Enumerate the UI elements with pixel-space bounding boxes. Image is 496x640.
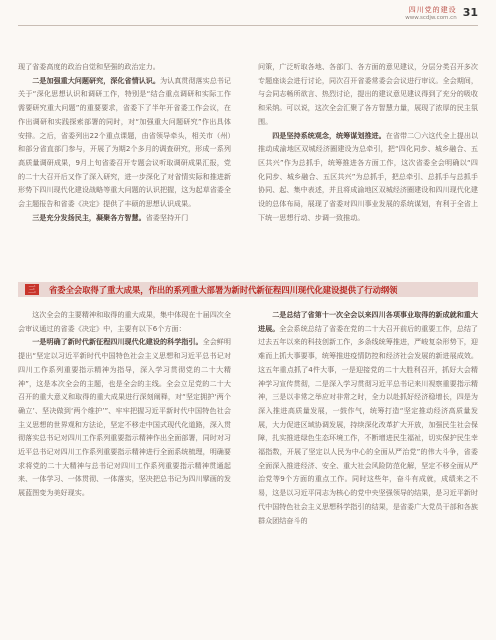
paragraph [18, 74, 231, 211]
paragraph-body: 省委坚持开门 [145, 212, 189, 222]
paragraph: 这次全会的主要精神和取得的重大成果，集中体现在十届四次全会审议通过的省委《决定》中，主要有以下6个方面： [18, 310, 231, 333]
upper-left-column [18, 60, 231, 224]
paragraph-heading: 二是总结了省第十一次全会以来四川各项事业取得的新成就和重大进展。 [258, 310, 478, 333]
magazine-name: 四川党的建设 [408, 6, 457, 14]
paragraph-body: 全会系统总结了省委在党的二十大召开前后的重要工作，总结了过去五年以来的科技创新工作，多条线统筹推进，严峻复杂形势下，迎难而上抓大事要事，统筹推进疫情防控和经济社会发展的新进展成效。这五年重点抓了4件大事，一是迎接党的二十大胜利召开，抓好大会精神学习宣传贯彻，二是深入学习贯彻习近平总书记来川视察重要指示精神，三是以非常之举应对非常之时，全力以赴抓好经济稳增长，四是为深入推进高质量发展，一鼓作气，统筹打造“坚定推动经济高质量发展，大力促进区域协调发展，持续深化改革扩大开放，加强民生社会保障，扎实推进绿色生态环境工作，不断增进民生福祉，切实保护民生幸福指数，开展了坚定以人民为中心的全面从严治党”的伟大斗争，省委全面深入推进经济、安全、重大社会风险防范化解，坚定不移全面从严治党等9个方面的重点工作。同时这些年，奋斗有成就，成绩来之不易，这是以习近平同志为核心的党中央坚强领导的结果，是习近平新时代中国特色社会主义思想科学指引的结果，是省委广大党员干部和各族群众团结奋斗的 [258, 323, 479, 525]
paragraph [18, 211, 231, 225]
page-header [405, 6, 478, 22]
paragraph-heading: 四是坚持系统观念，统筹谋划推进。 [272, 130, 386, 140]
paragraph-body: 在省带二〇六这代全上提出以推动成渝地区双城经济圈建设为总牵引，把“四化同步、城乡融合、五区共兴”作为总抓手，统筹推进各方面工作，这次省委全会明确以“四化同步、城乡融合、五区共兴”为总抓手，把总牵引、总抓手与总抓手协同、起、集中表述，并且将成渝地区双城经济圈建设和四川现代化建设的总体布局，展现了省委对四川事业发展的系统谋划，有利于全省上下统一思想行动、步调一致推动。 [258, 130, 479, 222]
section-title: 省委全会取得了重大成果，作出的系列重大部署为新时代新征程四川现代化建设提供了行动纲领 [49, 284, 398, 295]
paragraph [258, 129, 478, 225]
paragraph-body: 全会鲜明提出“坚定以习近平新时代中国特色社会主义思想和习近平总书记对四川工作系列重要指示精神为指导，深入学习贯彻党的二十大精神”，这是本次全会的主题，也是全会的主线。全会立足党的二十大召开的重大意义和取得的重大成果进行深刻阐释，对“坚定拥护‘两个确立’、坚决做到‘两个维护’”、牢牢把握习近平新时代中国特色社会主义思想的世界观和方法论，坚定不移走中国式现代化道路，深入贯彻落实总书记对四川工作系列重要指示精神作出全面部署，同时对习近平总书记对四川工作系列重要指示精神进行全面系统梳理，明确要求将党的二十大精神与总书记对四川工作系列重要指示精神贯通起来、一体学习、一体贯彻、一体落实，坚决把总书记为四川擘画的发展蓝图变为美好现实。 [18, 337, 232, 498]
magazine-brand [405, 6, 456, 22]
upper-right-column [258, 60, 478, 224]
magazine-url: www.scdjw.com.cn [405, 15, 457, 21]
paragraph-heading: 二是加强重大问题研究，深化省情认识。 [32, 75, 160, 85]
paragraph: 现了省委高度的政治自觉和坚强的政治定力。 [18, 62, 160, 71]
lower-left-column [18, 308, 231, 500]
paragraph [258, 308, 478, 527]
paragraph-heading: 三是充分发扬民主，凝聚各方智慧。 [32, 212, 146, 222]
section-number-badge: 三 [25, 284, 39, 295]
paragraph-body: 为认真贯彻落实总书记关于“深化思想认识和调研工作，特别是“结合重点调研和实际工作需要研究重大问题”的重要要求，省委下了半年开省委工作会议，在作出调研和实践探索部署的同时，对“加强重大问题研究”作出具体安排。之后，省委列出22个重点课题，由省领导牵头，相关市（州）和部分省直部门参与，开展了为期2个多月的调查研究，形成一系列高质量调研成果，9月上旬省委召开专题会议听取调研成果汇报，党的二十大召开后又作了深入研究，进一步深化了对省情实际和推进新形势下四川现代化建设战略等重大问题的认识把握，这为起草省委全会主题报告和省委《决定》提供了丰硕的思想认识成果。 [18, 75, 231, 209]
header-divider [18, 25, 478, 26]
paragraph-heading: 一是明确了新时代新征程四川现代化建设的科学指引。 [32, 337, 203, 347]
paragraph: 问策，广泛听取各地、各部门、各方面的意见建议，分层分类召开多次专题座谈会进行讨论，同次召开省委常委会会议进行审议。全会期间，与会同志畅所欲言、热烈讨论，提出的建议意见建议得到了充分的吸收和采纳。可以说，这次全会汇聚了各方智慧力量，展现了浓厚的民主氛围。 [258, 62, 478, 126]
lower-right-column [258, 308, 478, 527]
section-banner [18, 282, 478, 297]
page-number: 31 [462, 6, 478, 19]
paragraph [18, 335, 231, 499]
